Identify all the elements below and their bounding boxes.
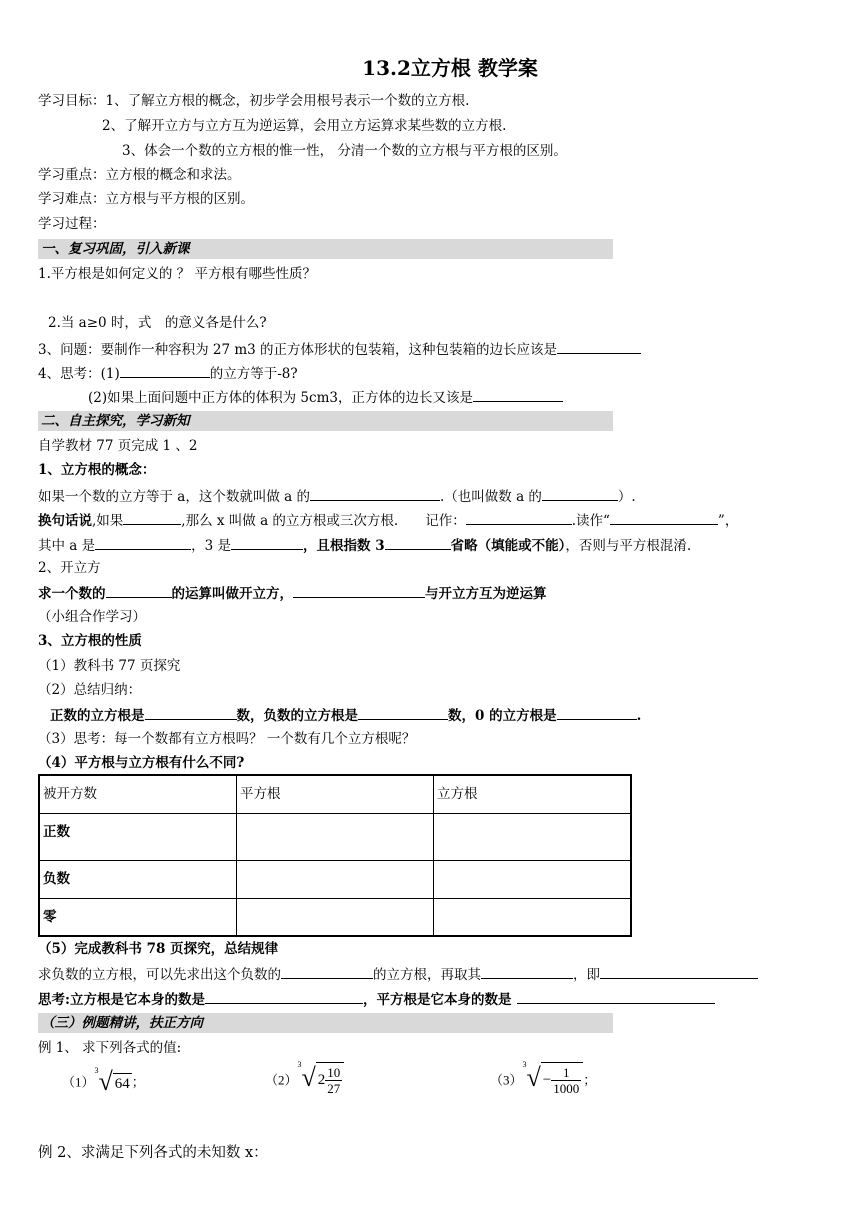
property-5: （5）完成教科书 78 页探究，总结规律: [38, 941, 279, 957]
example-1-item-3: [490, 1062, 596, 1096]
summary-text: 数，负数的立方根是: [236, 708, 358, 724]
radical-sign-icon: √: [301, 1063, 316, 1092]
kaifang-text: 求一个数的: [38, 586, 106, 602]
answer-blank[interactable]: [123, 510, 181, 525]
rule-line: [38, 964, 758, 984]
self-study-intro: 自学教材 77 页完成 1 、2: [38, 438, 198, 454]
root-index: 3: [94, 1066, 99, 1075]
concept-text: .读作“: [571, 513, 610, 529]
concept-text: ，且根指数 3: [303, 538, 385, 554]
item-separator: ；: [583, 1072, 597, 1088]
item-label: （3）: [490, 1072, 523, 1088]
answer-blank[interactable]: [557, 339, 641, 354]
item-separator: ；: [131, 1074, 145, 1090]
kaifang-text: 的运算叫做开立方，: [171, 586, 293, 602]
kaifang-text: 与开立方互为逆运算: [425, 586, 547, 602]
question-3-text: 3、问题：要制作一种容积为 27 m3 的正方体形状的包装箱，这种包装箱的边长应该是: [38, 342, 558, 358]
property-1: （1）教科书 77 页探究: [38, 658, 181, 674]
question-4a-tail: 的立方等于-8?: [209, 366, 298, 382]
think-text: ，平方根是它本身的数是: [362, 992, 512, 1008]
answer-blank[interactable]: [281, 964, 373, 979]
property-title: 3、立方根的性质: [38, 633, 142, 649]
root-index: 3: [297, 1060, 302, 1069]
goal-2: 2、了解开立方与立方互为逆运算，会用立方运算求某些数的立方根.: [102, 118, 507, 134]
table-cell[interactable]: [237, 899, 434, 937]
goals-label: 学习目标：: [38, 93, 106, 109]
concept-text: 省略（填能或不能）: [450, 538, 566, 554]
property-4: （4）平方根与立方根有什么不同?: [38, 755, 245, 771]
concept-line-1: [38, 486, 636, 506]
answer-blank[interactable]: [473, 387, 563, 402]
property-summary: [50, 705, 641, 725]
rule-text: 求负数的立方根，可以先求出这个负数的: [38, 967, 281, 983]
table-row: [39, 899, 631, 937]
table-cell[interactable]: [237, 861, 434, 899]
denominator: 1000: [553, 1081, 580, 1096]
think-line: [38, 989, 715, 1009]
concept-text: ”，: [717, 513, 739, 529]
answer-blank[interactable]: [293, 583, 425, 598]
answer-blank[interactable]: [95, 535, 191, 550]
row-label: 零: [39, 899, 237, 937]
table-header-cell: 被开方数: [39, 775, 237, 814]
table-header-row: [39, 775, 631, 814]
example-1-item-2: [265, 1062, 344, 1096]
section-1-header: 一、复习巩固，引入新课: [38, 239, 613, 259]
property-3: （3）思考：每一个数都有立方根吗？ 一个数有几个立方根呢？: [38, 731, 416, 747]
table-cell[interactable]: [237, 814, 434, 861]
concept-text: .（也叫做数 a 的: [439, 489, 542, 505]
goal-3: 3、体会一个数的立方根的惟一性， 分清一个数的立方根与平方根的区别。: [122, 143, 567, 159]
fraction: [325, 1065, 342, 1096]
kaifang-title: 2、开立方: [38, 560, 101, 576]
difficulty: 学习难点：立方根与平方根的区别。: [38, 191, 254, 207]
example-1-item-1: [62, 1068, 145, 1098]
row-label: 负数: [39, 861, 237, 899]
goals-line-1: [38, 92, 469, 110]
answer-blank[interactable]: [385, 535, 451, 550]
answer-blank[interactable]: [517, 989, 715, 1004]
table-row: [39, 814, 631, 861]
numerator: 1: [551, 1065, 581, 1081]
answer-blank[interactable]: [205, 989, 363, 1004]
page-title: 13.2立方根 教学案: [362, 56, 538, 80]
answer-blank[interactable]: [310, 486, 440, 501]
concept-title: 1、立方根的概念：: [38, 462, 156, 478]
item-label: （1）: [62, 1074, 95, 1090]
table-cell[interactable]: [434, 814, 632, 861]
radicand: [541, 1062, 583, 1096]
rule-text: 的立方根，再取其: [373, 967, 481, 983]
question-4b-text: (2)如果上面问题中正方体的体积为 5cm3，正方体的边长又该是: [88, 390, 473, 406]
summary-text: 数，0 的立方根是: [448, 708, 557, 724]
concept-text: 其中 a 是: [38, 538, 96, 554]
fraction: [551, 1065, 581, 1096]
example-1-prompt: 例 1、 求下列各式的值:: [38, 1040, 182, 1056]
summary-text: .: [636, 708, 642, 724]
answer-blank[interactable]: [120, 363, 210, 378]
concept-text: ,那么 x 叫做 a 的立方根或三次方根. 记作：: [181, 513, 466, 529]
answer-blank[interactable]: [106, 583, 172, 598]
summary-text: 正数的立方根是: [50, 708, 145, 724]
question-4a-text: 4、思考：(1): [38, 366, 120, 382]
numerator: 10: [327, 1065, 341, 1080]
example-2-prompt: 例 2、求满足下列各式的未知数 x：: [38, 1145, 268, 1161]
review-question-2: 2.当 a≥0 时，式 的意义各是什么?: [48, 315, 267, 331]
radicand: 64: [113, 1073, 132, 1093]
answer-blank[interactable]: [358, 705, 448, 720]
think-text: 思考:立方根是它本身的数是: [38, 992, 205, 1008]
property-2: （2）总结归纳：: [38, 682, 142, 698]
review-question-3: [38, 339, 641, 359]
rule-text: ，即: [573, 967, 600, 983]
section-2-header: 二、自主探究，学习新知: [38, 411, 613, 431]
mixed-whole: 2: [317, 1072, 326, 1088]
item-label: （2）: [265, 1072, 298, 1088]
denominator: 27: [327, 1081, 341, 1096]
concept-text: ，3 是: [191, 538, 232, 554]
answer-blank[interactable]: [481, 964, 573, 979]
radical-sign-icon: √: [526, 1063, 541, 1092]
concept-text: ,如果: [92, 513, 124, 529]
radical-sign-icon: √: [98, 1067, 113, 1096]
radicand: [316, 1062, 345, 1096]
review-question-4b: [88, 387, 563, 407]
answer-blank[interactable]: [610, 510, 718, 525]
table-header-cell: 立方根: [434, 775, 632, 814]
answer-blank[interactable]: [600, 964, 758, 979]
answer-blank[interactable]: [542, 486, 618, 501]
review-question-4a: [38, 363, 298, 383]
section-3-header: （三）例题精讲，扶正方向: [38, 1013, 613, 1033]
kaifang-line: [38, 583, 547, 603]
concept-line-2: [38, 510, 738, 530]
table-header-cell: 平方根: [237, 775, 434, 814]
concept-text: 换句话说: [38, 513, 92, 529]
answer-blank[interactable]: [557, 705, 637, 720]
table-cell[interactable]: [434, 861, 632, 899]
answer-blank[interactable]: [466, 510, 572, 525]
concept-text: ）.: [617, 489, 636, 505]
review-question-1: 1.平方根是如何定义的 ？ 平方根有哪些性质？: [38, 266, 316, 282]
answer-blank[interactable]: [231, 535, 303, 550]
group-study: （小组合作学习）: [38, 609, 146, 625]
concept-text: 如果一个数的立方等于 a，这个数就叫做 a 的: [38, 489, 310, 505]
concept-line-3: [38, 535, 691, 555]
table-cell[interactable]: [434, 899, 632, 937]
row-label: 正数: [39, 814, 237, 861]
minus-sign: −: [542, 1072, 552, 1088]
root-index: 3: [522, 1060, 527, 1069]
process-label: 学习过程：: [38, 216, 106, 232]
goal-1: 1、了解立方根的概念，初步学会用根号表示一个数的立方根.: [105, 93, 470, 109]
comparison-table: [38, 774, 632, 937]
key-point: 学习重点：立方根的概念和求法。: [38, 167, 241, 183]
concept-text: ，否则与平方根混淆.: [565, 538, 692, 554]
answer-blank[interactable]: [145, 705, 237, 720]
table-row: [39, 861, 631, 899]
